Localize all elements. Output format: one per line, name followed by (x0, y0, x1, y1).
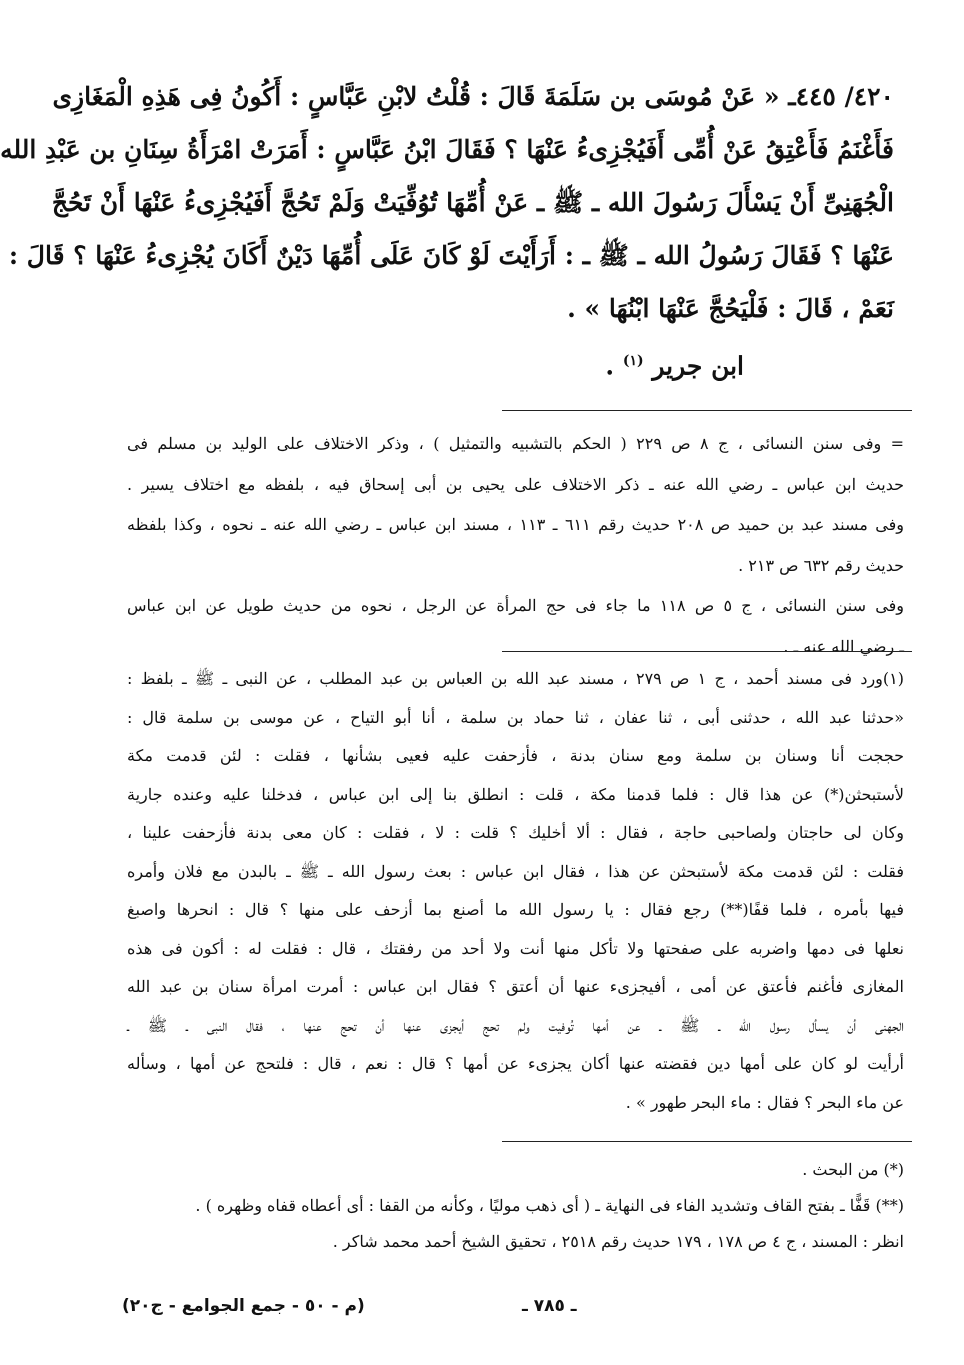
page-number: ـ ٧٨٥ ـ (522, 1296, 577, 1316)
main-text-line: ٤٢٠/ ٤٤٥ـ « عَنْ مُوسَى بن سَلَمَةَ قَالَ : قُلْتُ لابْنِ عَبَّاسٍ : أَكُونُ فِى هَذِهِ الْمَغَازِى (52, 82, 894, 111)
footnote-line: ـ رضي الله عنه ـ . (783, 636, 904, 656)
footnote-line: لأستبحثن(*) عن هذا قال : فلما قدمنا مكة ، قلت : انطلق بنا إلى ابن عباس ، فدخلنا عليه وعنده جارية (127, 784, 904, 804)
footnote-line: = وفى سنن النسائى ، ج ٨ ص ٢٢٩ ( الحكم بالتشبيه والتمثيل ) ، وذكر الاختلاف على الوليد بن مسلم فى (127, 434, 905, 453)
footnote-ref: (١) (622, 353, 644, 369)
footnote-divider (502, 1141, 912, 1142)
footnote-line: (**) قَفًّا ـ بفتح القاف وتشديد الفاء فى النهاية ـ ( أى ذهب موليًا ، وكأنه من القفا : أى أعطاه قفاه وظهره ) . (195, 1196, 904, 1215)
footnote-line: الجهنى أن يسأل رسول الله ـ ﷺ ـ عن أمها تُوفيت ولم تحج أيجزى عنها أن تحج عنها ، فقال النبى ـ ﷺ ـ (127, 1015, 904, 1035)
footnote-line: وفى مسند عبد بن حميد ص ٢٠٨ حديث رقم ٦١١ ـ ١١٣ ، مسند ابن عباس ـ رضي الله عنه ـ نحوه ، وكذا بلفظه (127, 515, 905, 534)
page-footer (122, 1296, 909, 1326)
footnote-line: (١)ورد فى مسند أحمد ، ج ١ ص ٢٧٩ ، مسند عبد الله بن العباس بن عبد المطلب ، عن النبى ـ ﷺ ـ بلفظ : (127, 669, 904, 688)
continued-footnote (127, 424, 904, 667)
main-text-line: فَأَغْنَمُ فَأَعْتِقُ عَنْ أُمِّى أَفَيُجْزِىءُ عَنْهَا ؟ فَقَالَ ابْنُ عَبَّاسٍ : أَمَرَتْ امْرَأَةُ سِنَانِ بن عَبْدِ الله (0, 135, 894, 164)
footnote-line: عن ماء البحر ؟ فقال : ماء البحر طهور » . (625, 1092, 904, 1112)
hadith-source (127, 335, 894, 392)
footnote-line: أرأيت لو كان على أمها دين فقضته عنها أكان يجزىء عن أمها ؟ قال : نعم ، قال : فلتحج عن أمها ، وسأله (127, 1054, 904, 1073)
footnote-1 (127, 660, 904, 1122)
footnote-line: نعلها فى دمها واضربه على صفحتها ولا تأكل منها أنت ولا أحد من رفقتك ، قال : فقلت له : أكون فى هذه (127, 938, 904, 958)
footnote-line: فقلت : لئن قدمت مكة لأستبحثن عن هذا ، فقال ابن عباس : بعث رسول الله ـ ﷺ ـ بالبدن مع فلان وأمره (127, 861, 904, 881)
main-hadith-text (0, 70, 894, 392)
source-name: ابن جرير (652, 351, 744, 381)
footnote-line: حديث رقم ٦٣٢ ص ٢١٣ . (738, 555, 904, 575)
main-text-line: عَنْهَا ؟ فَقَالَ رَسُولُ الله ـ ﷺ ـ : أَرَأَيْتَ لَوْ كَانَ عَلَى أُمِّهَا دَيْنٌ أَكَانَ يُجْزِىءُ عَنْهَا ؟ قَالَ : (8, 241, 894, 270)
volume-info: (م - ٥٠ - جمع الجوامع - ج٢٠) (122, 1296, 365, 1316)
footnote-line: حديث ابن عباس ـ رضي الله عنه ـ ذكر الاختلاف على يحيى بن أبى إسحاق فيه ، بلفظه مع اختلاف يسير . (127, 474, 904, 494)
main-text-line: الْجُهَنِىِّ أَنْ يَسْأَلَ رَسُولَ الله ـ ﷺ ـ عَنْ أُمِّهَا تُوُفِّيَتْ وَلَمْ تَحُجَّ أَفَيُجْزِىءُ عَنْهَا أَنْ تَحُجَّ (51, 188, 894, 217)
main-text-line: نَعَمْ ، قَالَ : فَلْيَحُجَّ عَنْهَا ابْنُهَا » . (567, 294, 894, 323)
footnote-line: وكان لى حاجتان ولصاحبى حاجة ، فقال : ألا أخليك ؟ قلت : لا ، فقلت : كان معى بدنة فأزحفت علينا ، (127, 823, 904, 842)
footnote-line: «حدثنا عبد الله ، حدثنى أبى ، ثنا عفان ، ثنا حماد بن سلمة ، أنا أبو التياح ، عن موسى بن سلمة قال : (127, 707, 904, 727)
footnote-line: فيها بأمره ، فلما قفًا(**) رجع فقال : يا رسول الله ما أصنع بما أزحف على منها ؟ قال : انحرها واصبغ (127, 900, 904, 919)
footnote-line: (*) من البحث . (802, 1160, 904, 1179)
footnote-line: المغازى فأغنم فأعتق عن أمى ، أفيجزىء عنها أن أعتق ؟ فقال ابن عباس : أمرت امرأة سنان بن عبد الله (127, 977, 904, 996)
sub-footnotes (127, 1152, 904, 1260)
source-end: . (605, 351, 615, 381)
footnote-line: حججت أنا وسنان بن سلمة ومع سنان بدنة ، فأزحفت عليه فعيى بشأنها ، فقلت : لئن قدمت مكة (127, 746, 904, 765)
footnote-line: انظر : المسند ، ج ٤ ص ١٧٨ ، ١٧٩ حديث رقم ٢٥١٨ ، تحقيق الشيخ أحمد محمد شاكر . (332, 1232, 904, 1251)
footnote-divider (502, 651, 912, 652)
footnote-divider (502, 410, 912, 411)
footnote-line: وفى سنن النسائى ، ج ٥ ص ١١٨ ما جاء فى حج المرأة عن الرجل ، نحوه من حديث طويل عن ابن عباس (127, 596, 904, 615)
